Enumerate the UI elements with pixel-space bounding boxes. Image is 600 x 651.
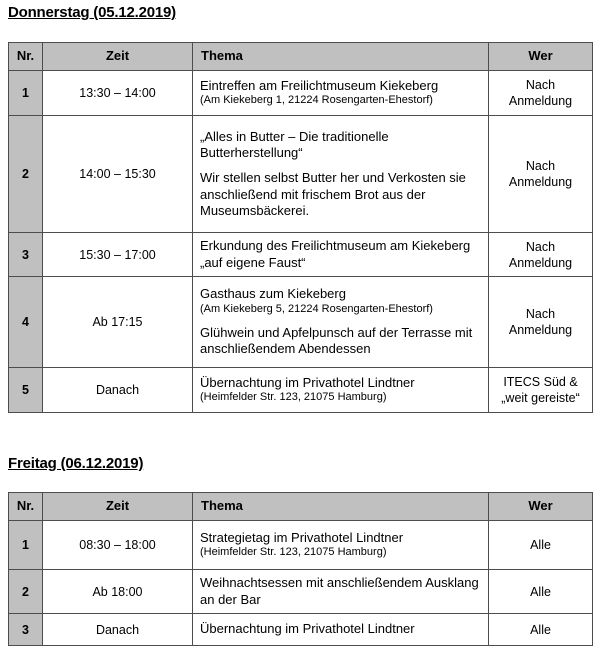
cell-wer xyxy=(489,614,593,646)
column-header-nr: Nr. xyxy=(9,43,43,71)
table-header-thursday xyxy=(9,43,593,71)
thema-address: (Am Kiekeberg 1, 21224 Rosengarten-Ehestorf) xyxy=(200,94,433,107)
table-row xyxy=(9,116,593,233)
cell-nr: 4 xyxy=(9,277,43,368)
cell-zeit: Danach xyxy=(43,368,193,413)
cell-wer xyxy=(489,570,593,614)
thema-title: Gasthaus zum Kiekeberg xyxy=(200,286,346,302)
cell-thema xyxy=(193,368,489,413)
thema-title: „Alles in Butter – Die traditionelle Butterherstellung“ xyxy=(200,128,389,160)
table-body-friday xyxy=(9,521,593,646)
wer-line-1: ITECS Süd & xyxy=(503,375,578,389)
cell-nr: 2 xyxy=(9,570,43,614)
thema-title: Strategietag im Privathotel Lindtner xyxy=(200,530,404,546)
cell-wer xyxy=(489,71,593,116)
paragraph-spacer xyxy=(200,161,481,170)
thema-title: Übernachtung im Privathotel Lindtner xyxy=(200,375,415,391)
table-row xyxy=(9,521,593,570)
cell-zeit: 15:30 – 17:00 xyxy=(43,233,193,277)
wer-line-1: Alle xyxy=(530,584,551,599)
cell-zeit: Ab 17:15 xyxy=(43,277,193,368)
column-header-zeit: Zeit xyxy=(43,43,193,71)
thema-title: Übernachtung im Privathotel Lindtner xyxy=(200,621,415,637)
cell-zeit: Danach xyxy=(43,614,193,646)
table-header-friday xyxy=(9,493,593,521)
cell-zeit: 08:30 – 18:00 xyxy=(43,521,193,570)
wer-line-2: „weit gereiste“ xyxy=(501,391,580,405)
thema-address: (Heimfelder Str. 123, 21075 Hamburg) xyxy=(200,391,387,404)
table-body-thursday xyxy=(9,71,593,413)
cell-zeit: Ab 18:00 xyxy=(43,570,193,614)
cell-wer xyxy=(489,233,593,277)
table-row xyxy=(9,614,593,646)
wer-line-1: Nach xyxy=(525,159,556,173)
table-row xyxy=(9,71,593,116)
thema-title: Weihnachtsessen mit anschließendem Ausklang an der Bar xyxy=(200,575,479,607)
column-header-thema: Thema xyxy=(193,493,489,521)
agenda-table-friday xyxy=(8,492,593,646)
cell-nr: 3 xyxy=(9,233,43,277)
wer-line-2: Anmeldung xyxy=(508,323,573,337)
wer-line-2: Anmeldung xyxy=(508,255,573,270)
cell-wer xyxy=(489,521,593,570)
wer-line-1: Nach xyxy=(525,307,556,321)
cell-thema xyxy=(193,277,489,368)
thema-title: Erkundung des Freilichtmuseum am Kiekeberg „auf eigene Faust“ xyxy=(200,238,471,270)
cell-nr: 1 xyxy=(9,71,43,116)
cell-thema xyxy=(193,233,489,277)
cell-thema xyxy=(193,116,489,233)
cell-thema xyxy=(193,570,489,614)
cell-zeit: 14:00 – 15:30 xyxy=(43,116,193,233)
wer-line-1: Alle xyxy=(530,622,551,637)
cell-nr: 3 xyxy=(9,614,43,646)
agenda-table-thursday xyxy=(8,42,593,413)
table-row xyxy=(9,233,593,277)
header-row xyxy=(9,43,593,71)
wer-line-1: Nach xyxy=(525,78,556,92)
column-header-thema: Thema xyxy=(193,43,489,71)
column-header-wer: Wer xyxy=(489,493,593,521)
thema-description: Wir stellen selbst Butter her und Verkosten sie anschließend mit frischem Brot aus der Museumsbäckerei. xyxy=(200,170,466,219)
thema-title: Eintreffen am Freilichtmuseum Kiekeberg xyxy=(200,78,439,94)
cell-nr: 2 xyxy=(9,116,43,233)
cell-zeit: 13:30 – 14:00 xyxy=(43,71,193,116)
cell-thema xyxy=(193,521,489,570)
day-heading-friday: Freitag (06.12.2019) xyxy=(8,455,144,472)
cell-nr: 1 xyxy=(9,521,43,570)
cell-wer xyxy=(489,368,593,413)
column-header-wer: Wer xyxy=(489,43,593,71)
header-row xyxy=(9,493,593,521)
column-header-zeit: Zeit xyxy=(43,493,193,521)
wer-line-1: Nach xyxy=(525,239,556,254)
column-header-nr: Nr. xyxy=(9,493,43,521)
cell-thema xyxy=(193,71,489,116)
paragraph-spacer xyxy=(200,316,481,325)
cell-wer xyxy=(489,116,593,233)
thema-address: (Am Kiekeberg 5, 21224 Rosengarten-Ehestorf) xyxy=(200,302,433,315)
thema-description: Glühwein und Apfelpunsch auf der Terrasse mit anschließendem Abendessen xyxy=(200,325,473,357)
thema-address: (Heimfelder Str. 123, 21075 Hamburg) xyxy=(200,546,387,559)
wer-line-1: Alle xyxy=(530,538,551,552)
wer-line-2: Anmeldung xyxy=(508,94,573,108)
table-row xyxy=(9,570,593,614)
cell-nr: 5 xyxy=(9,368,43,413)
table-row xyxy=(9,277,593,368)
wer-line-2: Anmeldung xyxy=(508,175,573,189)
cell-wer xyxy=(489,277,593,368)
day-heading-thursday: Donnerstag (05.12.2019) xyxy=(8,4,176,21)
table-row xyxy=(9,368,593,413)
cell-thema xyxy=(193,614,489,646)
